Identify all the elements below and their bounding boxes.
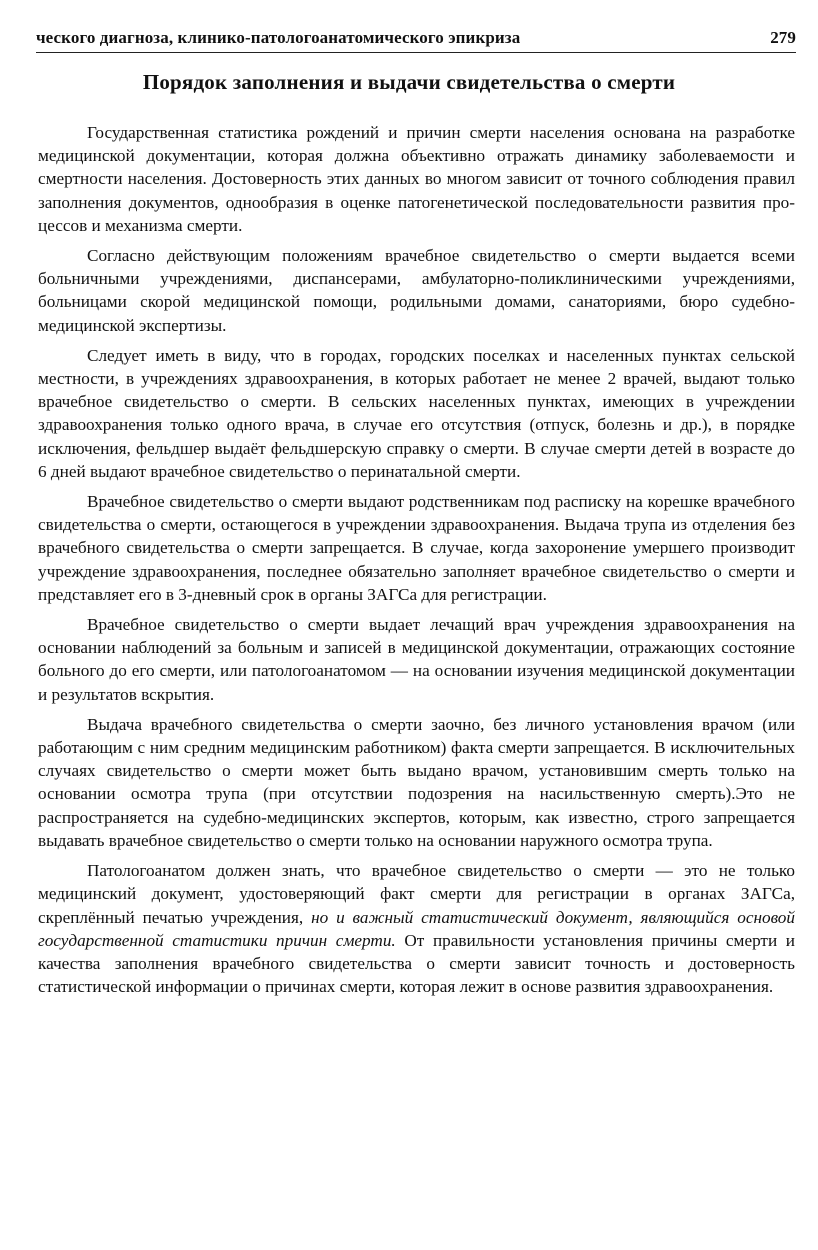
section-title: Порядок заполнения и выдачи свидетельства о смерти xyxy=(142,70,676,94)
page-number: 279 xyxy=(770,28,796,47)
paragraph-text: От правильности установления причины смерти и качества заполнения врачебного свидетельства о смерти зависит точность и достоверность статистической информации о причинах смерти, которая лежит в основе развития здравоохранения. xyxy=(38,930,795,997)
paragraph: Выдача врачебного свидетельства о смерти заочно, без личного установления врачом (или работающим с ним средним медицинским работником) факта смерти запрещается. В исключительных случаях свидетельство о смерти может быть выдано врачом, установившим смерть только на основании осмотра трупа (при отсутствии подозрения на насильственную смерть).Это не распространяется на судебно-медицинских экспертов, которым, как известно, строго запрещается выдавать врачебное свидетельство о смерти только на основании наружного осмотра трупа. xyxy=(38,714,795,850)
paragraph-text: Патологоанатом должен знать, что врачебное свидетельство о смерти — это не только медицинский документ, удостоверяющий факт смерти для регистрации в органах ЗАГСа, скреплённый печатью учреждения, xyxy=(38,861,795,927)
paragraph: Государственная статистика рождений и причин смерти населения основана на разработке медицинской документации, которая должна объективно отражать динамику заболеваемости и смертности населения. Достоверность этих данных во многом зависит от точного соблюдения правил заполнения документов, однообразия в оценке патогенетической последовательности развития процессов и механизма смерти. xyxy=(38,123,795,235)
paragraph-last xyxy=(38,859,795,998)
paragraph: Врачебное свидетельство о смерти выдает лечащий врач учреждения здравоохранения на основании наблюдений за больным и записей в медицинской документации, отражающих состояние больного до его смерти, или патологоанатомом — на основании изучения медицинской документации и результатов вскрытия. xyxy=(38,615,795,704)
running-title: ческого диагноза, клинико-патологоанатомического эпикриза xyxy=(36,28,521,47)
paragraph: Следует иметь в виду, что в городах, городских поселках и населенных пунктах сельской местности, в учреждениях здравоохранения, в которых работает не менее 2 врачей, выдают только врачебное свидетельство о смерти. В сельских населенных пунктах, имеющих в учреждении здравоохранения только одного врача, в случае его отсутствия (отпуск, болезнь и др.), в порядке исключения, фельдшер выдаёт фельдшерскую справку о смерти. В случае смерти детей в возрасте до 6 дней выдают врачебное свидетельство о перинатальной смерти. xyxy=(38,345,795,481)
paragraph: Согласно действующим положениям врачебное свидетельство о смерти выдается всеми больничными учреждениями, диспансерами, амбулаторно-поликлиническими учреждениями, больницами скорой медицинской помощи, родильными домами, санаториями, бюро судебно-медицинской экспертизы. xyxy=(38,246,795,335)
emphasized-text: но и важный статистический документ, являющийся основой государственной статистики причин смерти. xyxy=(38,907,795,950)
body-text xyxy=(38,121,795,1005)
running-header xyxy=(36,28,796,53)
paragraph: Врачебное свидетельство о смерти выдают родственникам под расписку на корешке врачебного свидетельства о смерти, остающегося в учреждении здравоохранения. Выдача трупа из отделения без врачебного свидетельства о смерти запрещается. В случае, когда захоронение умершего производит учреждение здравоохранения, последнее обязательно заполняет врачебное свидетельство о смерти и представляет его в 3-дневный срок в органы ЗАГСа для регистрации. xyxy=(38,492,795,604)
